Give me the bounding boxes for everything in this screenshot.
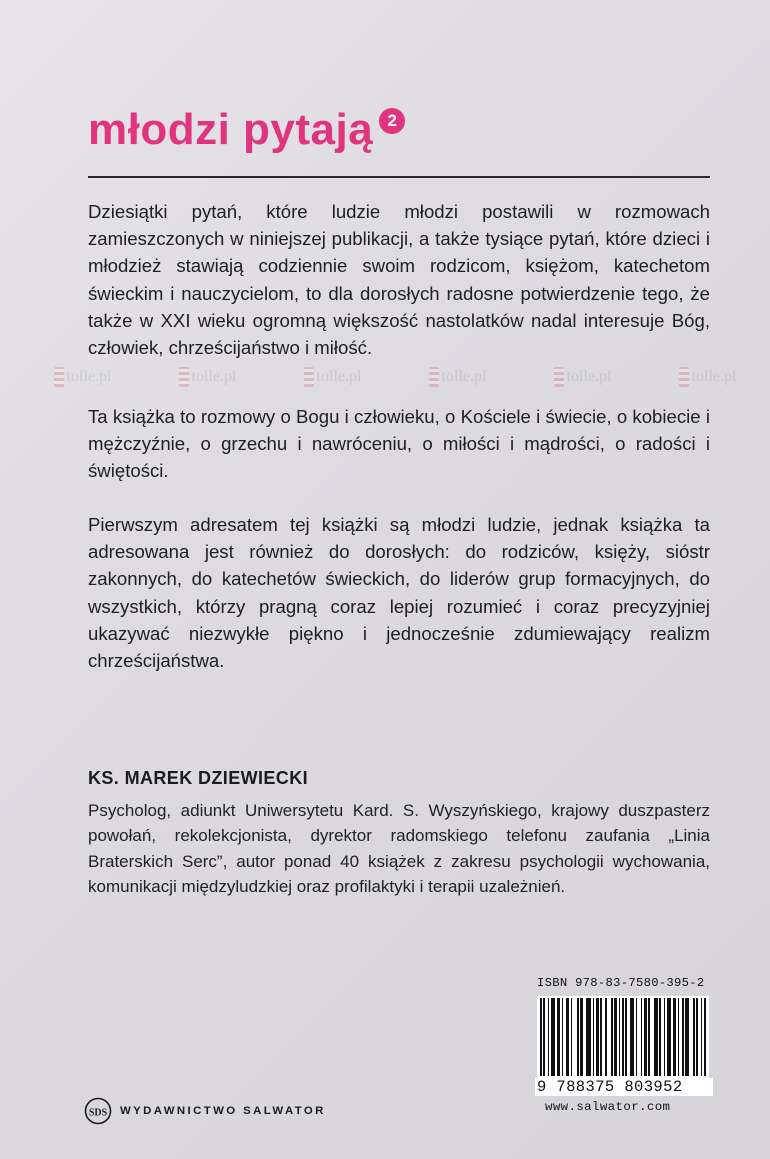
description-paragraph-3: Pierwszym adresatem tej książki są młodzi ludzie, jednak książka ta adresowana jest również do dorosłych: do rodziców, księży, sióstr zakonnych, do katechetów świeckich, do liderów grup formacyjnych, do wszystkich, którzy pragną coraz lepiej rozumieć i coraz precyzyjniej ukazywać niezwykłe piękno i jednocześnie zdumiewający realizm chrześcijaństwa. (88, 514, 710, 672)
watermark-logo-icon (679, 367, 689, 387)
barcode-bars (540, 998, 706, 1076)
author-bio: Psycholog, adiunkt Uniwersytetu Kard. S. Wyszyńskiego, krajowy duszpasterz powołań, rekolekcjonista, dyrektor radomskiego telefonu zaufania „Linia Braterskich Serc”, autor ponad 40 książek z zakresu psychologii wychowania, komunikacji międzyludzkiej oraz profilaktyki i terapii uzależnień. (88, 801, 710, 896)
watermark-item: tolle.pl (304, 367, 362, 387)
watermark-item: tolle.pl (679, 367, 737, 387)
watermark-logo-icon (179, 367, 189, 387)
isbn-label: ISBN 978-83-7580-395-2 (537, 976, 705, 990)
watermark-logo-icon (54, 367, 64, 387)
author-name: KS. MAREK DZIEWIECKI (88, 768, 309, 788)
publisher-name: WYDAWNICTWO SALWATOR (120, 1105, 326, 1117)
watermark-item: tolle.pl (554, 367, 612, 387)
barcode-bar (704, 998, 706, 1076)
volume-badge: 2 (379, 108, 405, 134)
barcode-digits: 9 788375 803952 (535, 1078, 713, 1096)
publisher-url: www.salwator.com (545, 1100, 671, 1114)
watermark-logo-icon (554, 367, 564, 387)
title-divider (88, 176, 710, 178)
publisher-logo-text: SDS (88, 1107, 108, 1119)
description-paragraph-1: Dziesiątki pytań, które ludzie młodzi postawili w rozmowach zamieszczonych w niniejszej publikacji, a także tysiące pytań, które dzieci i młodzież stawiają codziennie swoim rodzicom, księżom, katechetom świeckim i nauczycielom, to dla dorosłych radosne potwierdzenie tego, że także w XXI wieku ogromną większość nastolatków nadal interesuje Bóg, człowiek, chrześcijaństwo i miłość. (88, 201, 710, 359)
watermark-strip (0, 367, 770, 387)
watermark-item: tolle.pl (429, 367, 487, 387)
watermark-item: tolle.pl (179, 367, 237, 387)
publisher-block (84, 1097, 326, 1125)
book-title-block (88, 104, 405, 156)
publisher-logo-icon (84, 1097, 112, 1125)
book-title: młodzi pytają (88, 105, 374, 154)
watermark-logo-icon (304, 367, 314, 387)
watermark-logo-icon (429, 367, 439, 387)
description-paragraph-2: Ta książka to rozmowy o Bogu i człowieku, o Kościele i świecie, o kobiecie i mężczyźnie, o grzechu i nawróceniu, o miłości i mądrości, o radości i świętości. (88, 406, 710, 482)
isbn-barcode (531, 976, 712, 1116)
watermark-item: tolle.pl (54, 367, 112, 387)
